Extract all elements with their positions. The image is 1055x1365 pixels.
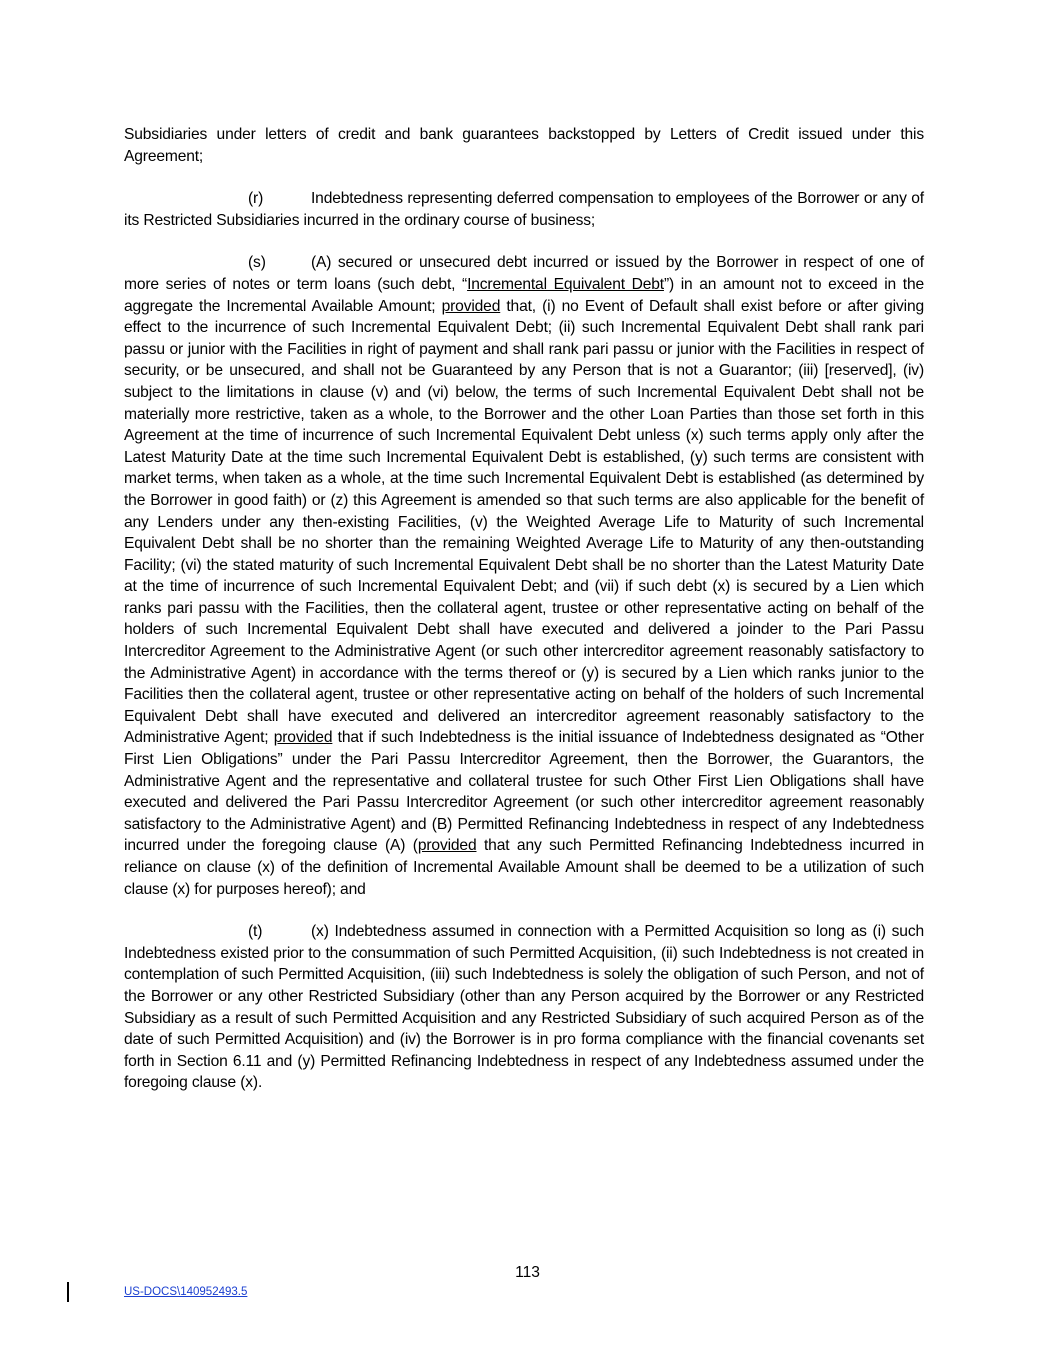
clause-s-paragraph [124,252,924,900]
provided-term-1: provided [441,297,501,315]
defined-term-incremental-equivalent-debt: Incremental Equivalent Debt [467,275,664,293]
clause-s-text-5: that any such Permitted Refinancing Indebtedness incurred in reliance on clause (x) of the definition of Incremental Available Amount shall be deemed to be a utilization of such clause (x) for purposes hereof); and [124,837,924,898]
clause-t-paragraph [124,921,924,1094]
revision-change-bar [67,1282,69,1302]
clause-r-label: (r) [248,190,264,208]
continuation-paragraph [124,124,924,167]
continuation-text: Subsidiaries under letters of credit and bank guarantees backstopped by Letters of Credit issued under this Agreement; [124,126,924,165]
page-number: 113 [515,1264,540,1281]
provided-term-3: provided [417,837,477,855]
document-id-link[interactable]: US-DOCS\140952493.5 [124,1286,248,1298]
clause-t-label: (t) [248,923,263,941]
clause-s-text-1: (A) secured or unsecured debt incurred or issued by the Borrower in respect of one of more series of notes or term loans (such debt, “ [124,254,924,293]
clause-s-text-3: that, (i) no Event of Default shall exist before or after giving effect to the incurrence of such Incremental Equivalent Debt; (ii) such Incremental Equivalent Debt shall rank pari passu or junior with the Facilities in right of payment and shall rank pari passu or junior with the Facilities in respect of security, or be unsecured, and shall not be Guaranteed by any Person that is not a Guarantor; (iii) [reserved], (iv) subject to the limitations in clause (v) and (vi) below, the terms of such Incremental Equivalent Debt shall not be materially more restrictive, taken as a whole, to the Borrower and the other Loan Parties than those set forth in this Agreement at the time of incurrence of such Incremental Equivalent Debt unless (x) such terms apply only after the Latest Maturity Date at the time such Incremental Equivalent Debt is established, (y) such terms are consistent with market terms, when taken as a whole, at the time such Incremental Equivalent Debt is established (as determined by the Borrower in good faith) or (z) this Agreement is amended so that such terms are also applicable for the benefit of any Lenders under any then-existing Facilities, (v) the Weighted Average Life to Maturity of such Incremental Equivalent Debt shall be no shorter than the remaining Weighted Average Life to Maturity of any then-outstanding Facility; (vi) the stated maturity of such Incremental Equivalent Debt shall be no shorter than the Latest Maturity Date at the time of incurrence of such Incremental Equivalent Debt; and (vii) if such debt (x) is secured by a Lien which ranks pari passu with the Facilities, then the collateral agent, trustee or other representative acting on behalf of the holders of such Incremental Equivalent Debt shall have executed and delivered a joinder to the Pari Passu Intercreditor Agreement to the Administrative Agent (or such other intercreditor agreement reasonably satisfactory to the Administrative Agent) in accordance with the terms thereof or (y) is secured by a Lien which ranks junior to the Facilities then the collateral agent, trustee or other representative acting on behalf of the holders of such Incremental Equivalent Debt shall have executed and delivered an intercreditor agreement reasonably satisfactory to the Administrative Agent; [124,297,924,747]
clause-t-text: (x) Indebtedness assumed in connection with a Permitted Acquisition so long as (i) such Indebtedness existed prior to the consummation of such Permitted Acquisition, (ii) such Indebtedness is not created in contemplation of such Permitted Acquisition, (iii) such Indebtedness is solely the obligation of such Person, and not of the Borrower or any other Restricted Subsidiary (other than any Person acquired by the Borrower or any Restricted Subsidiary as a result of such Permitted Acquisition and any Restricted Subsidiary of such acquired Person as of the date of such Permitted Acquisition) and (iv) the Borrower is in pro forma compliance with the financial covenants set forth in Section 6.11 and (y) Permitted Refinancing Indebtedness in respect of any Indebtedness assumed under the foregoing clause (x). [124,923,924,1092]
clause-s-label: (s) [248,254,266,272]
clause-s-text-2: ”) in an amount not to exceed in the aggregate the Incremental Available Amount; [124,275,925,315]
provided-term-2: provided [273,729,333,747]
document-body [124,124,924,1115]
clause-s-text-4: that if such Indebtedness is the initial issuance of Indebtedness designated as “Other First Lien Obligations” under the Pari Passu Intercreditor Agreement, then the Borrower, the Guarantors, the Administrative Agent and the representative and collateral trustee for such Other First Lien Obligations shall have executed and delivered the Pari Passu Intercreditor Agreement (or such other intercreditor agreement reasonably satisfactory to the Administrative Agent) and (B) Permitted Refinancing Indebtedness in respect of any Indebtedness incurred under the foregoing clause (A) ( [124,729,924,855]
clause-r-text: Indebtedness representing deferred compensation to employees of the Borrower or any of its Restricted Subsidiaries incurred in the ordinary course of business; [124,190,924,229]
clause-r-paragraph [124,188,924,231]
